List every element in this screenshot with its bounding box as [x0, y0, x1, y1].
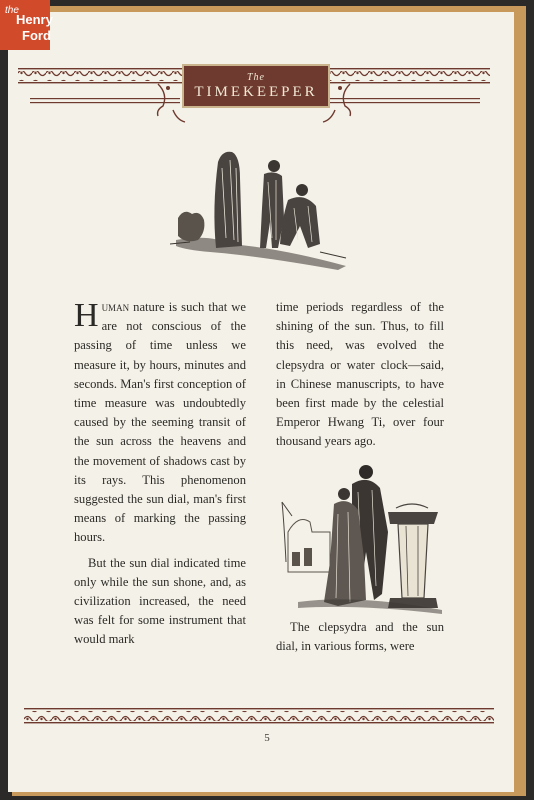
logo-ford: Ford [22, 28, 51, 43]
opening-word: uman [101, 300, 130, 314]
left-text-column [74, 298, 246, 650]
page-number: 5 [264, 732, 270, 744]
title-small: The [247, 72, 265, 83]
henry-ford-logo [0, 0, 53, 50]
drop-cap: H [74, 297, 99, 334]
right-text-column [276, 298, 444, 452]
logo-henry: Henry [16, 12, 53, 27]
title-panel [182, 64, 330, 108]
paragraph-1: nature is such that we are not conscious of the passing of time unless we measure it, by hours, minutes and seconds. Man's first conception of time measure was undoubtedly caused by the seeming transit of the sun across the heavens and the movement of shadows cast by its rays. This phenomenon suggested the sun dial, man's first means of marking the passing hours. [74, 300, 246, 545]
figure-caption: The clepsydra and the sun dial, in various forms, were [276, 620, 444, 654]
footer-ornament [24, 704, 494, 728]
paragraph-3: time periods regardless of the shining of the sun. Thus, to fill this need, was evolved the clepsydra or water clock—said, in Chinese manuscripts, to have been first made by the celestial Emperor Hwang Ti, over four thousand years ago. [276, 300, 444, 449]
standing-stone-illustration [170, 148, 348, 270]
page-title: TIMEKEEPER [194, 84, 318, 100]
clepsydra-illustration [278, 462, 444, 618]
paragraph-2: But the sun dial indicated time only while the sun shone, and, as civilization increased, the need was felt for some instrument that would mark [74, 555, 246, 647]
logo-the: the [5, 5, 19, 16]
